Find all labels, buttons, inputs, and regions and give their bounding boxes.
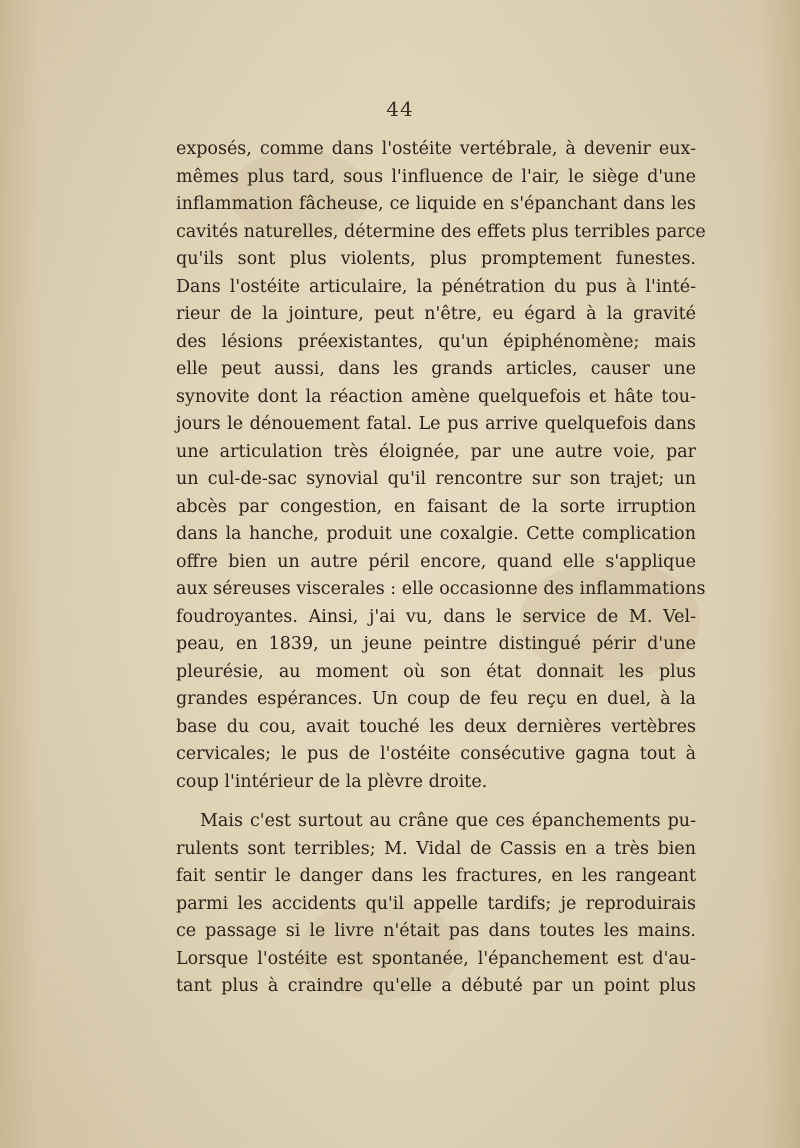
text-line: fait sentir le danger dans les fractures, en les rangeant [176, 866, 696, 886]
text-line: peau, en 1839, un jeune peintre distingué périr d'une [176, 634, 696, 654]
text-line: base du cou, avait touché les deux dernières vertèbres [176, 716, 696, 737]
text-line: exposés, comme dans l'ostéite vertébrale, à devenir eux- [176, 139, 696, 159]
text-line: pleurésie, au moment où son état donnait les plus [176, 661, 696, 682]
text-line: tant plus à craindre qu'elle a débuté par un point plus [176, 976, 696, 996]
body-text [176, 136, 706, 1001]
text-line: abcès par congestion, en faisant de la sorte irruption [176, 496, 696, 517]
text-line: mêmes plus tard, sous l'influence de l'air, le siège d'une [176, 166, 696, 187]
text-line: qu'ils sont plus violents, plus promptement funestes. [176, 249, 696, 269]
text-line: dans la hanche, produit une coxalgie. Cette complication [176, 524, 696, 544]
text-line: rulents sont terribles; M. Vidal de Cassis en a très bien [176, 838, 696, 859]
paragraph [176, 136, 706, 796]
page-number: 44 [386, 97, 414, 121]
text-line: offre bien un autre péril encore, quand elle s'applique [176, 551, 696, 572]
text-line: parmi les accidents qu'il appelle tardifs; je reproduirais [176, 893, 696, 914]
text-line: un cul-de-sac synovial qu'il rencontre sur son trajet; un [176, 469, 696, 489]
text-line: aux séreuses viscerales : elle occasionne des inflammations [176, 579, 706, 599]
text-line: grandes espérances. Un coup de feu reçu en duel, à la [176, 689, 696, 709]
text-line: Mais c'est surtout au crâne que ces épanchements pu- [200, 811, 696, 831]
text-line: rieur de la jointure, peut n'être, eu égard à la gravité [176, 304, 696, 324]
text-line: une articulation très éloignée, par une autre voie, par [176, 441, 696, 462]
text-line: ce passage si le livre n'était pas dans toutes les mains. [176, 921, 696, 941]
text-line: elle peut aussi, dans les grands articles, causer une [176, 359, 696, 379]
text-line: jours le dénouement fatal. Le pus arrive quelquefois dans [176, 414, 696, 434]
text-line: Lorsque l'ostéite est spontanée, l'épanchement est d'au- [176, 948, 696, 969]
text-line: coup l'intérieur de la plèvre droite. [176, 771, 488, 792]
paragraph [176, 808, 696, 1001]
text-line: inflammation fâcheuse, ce liquide en s'épanchant dans les [176, 194, 696, 214]
text-line: cervicales; le pus de l'ostéite consécutive gagna tout à [176, 744, 696, 764]
text-line: Dans l'ostéite articulaire, la pénétration du pus à l'inté- [176, 276, 696, 297]
text-line: synovite dont la réaction amène quelquefois et hâte tou- [176, 386, 696, 407]
text-line: cavités naturelles, détermine des effets plus terribles parce [176, 221, 706, 242]
text-line: foudroyantes. Ainsi, j'ai vu, dans le service de M. Vel- [176, 606, 696, 627]
text-line: des lésions préexistantes, qu'un épiphénomène; mais [176, 331, 696, 352]
